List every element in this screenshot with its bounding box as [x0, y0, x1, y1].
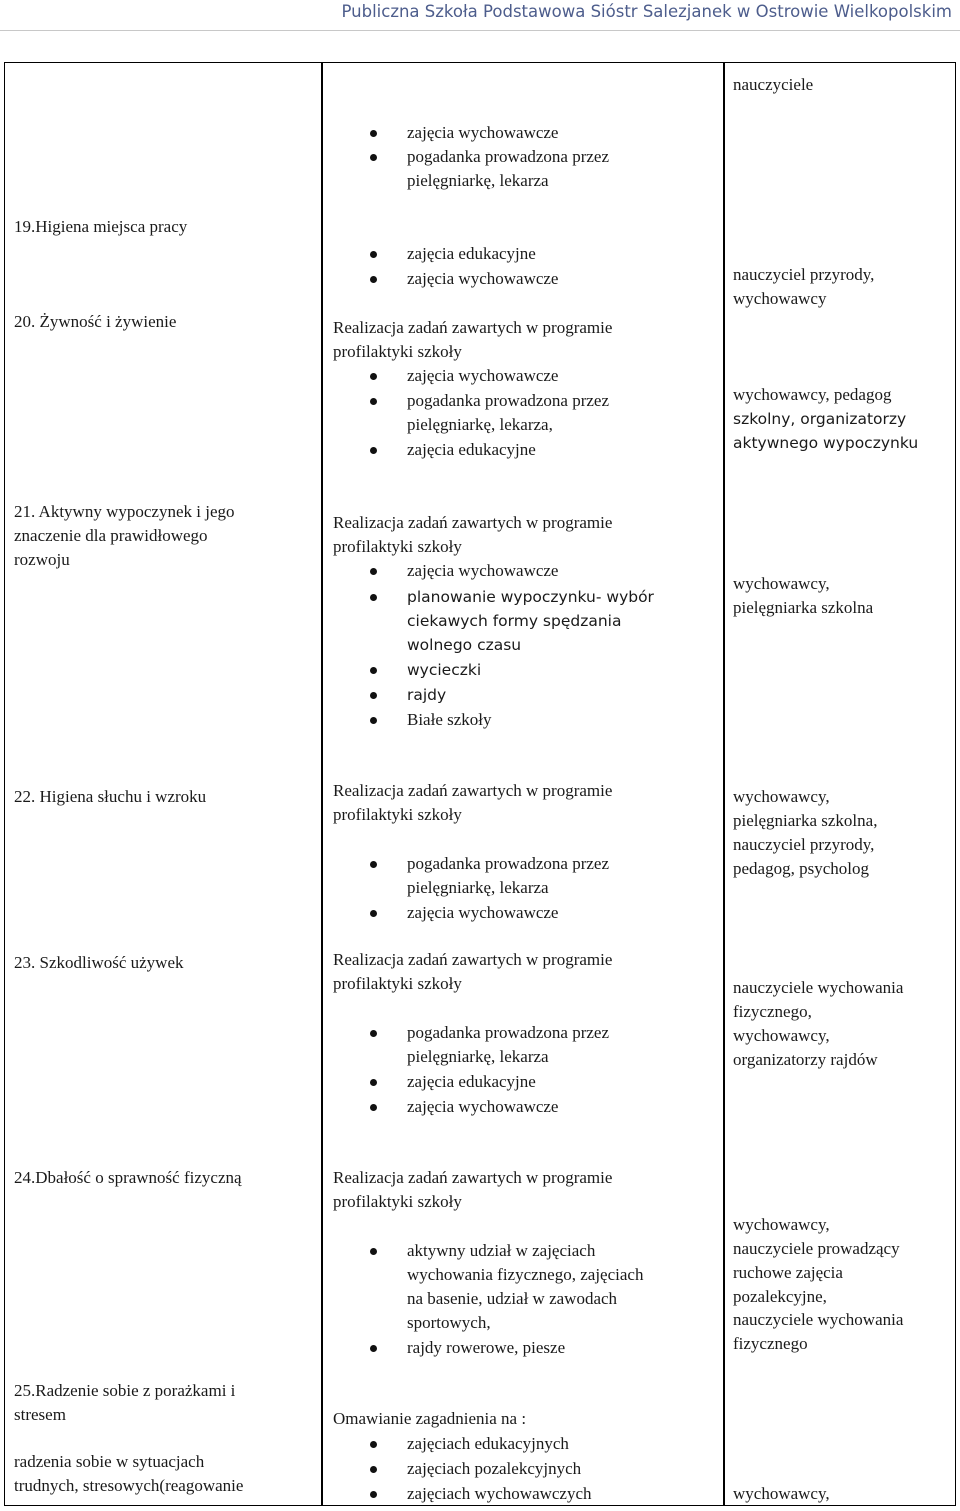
list-item: wycieczki	[407, 661, 482, 679]
bullet-icon	[370, 154, 377, 161]
staff-text: pozalekcyjne,	[733, 1287, 827, 1306]
list-item: rajdy rowerowe, piesze	[407, 1338, 566, 1357]
staff-text: szkolny, organizatorzy	[733, 410, 907, 428]
bullet-icon	[370, 1104, 377, 1111]
staff-text: fizycznego	[733, 1334, 808, 1353]
list-item: zajęcia wychowawcze	[407, 123, 559, 142]
topic-20: 20. Żywność i żywienie	[14, 312, 177, 331]
list-item: pogadanka prowadzona przez	[407, 1023, 610, 1042]
topic-21: znaczenie dla prawidłowego	[14, 526, 208, 545]
topic-19: 19.Higiena miejsca pracy	[14, 217, 188, 236]
topic-21: 21. Aktywny wypoczynek i jego	[14, 502, 235, 521]
list-item: wychowania fizycznego, zajęciach	[407, 1265, 644, 1284]
intro-text: profilaktyki szkoły	[333, 805, 462, 824]
staff-text: aktywnego wypoczynku	[733, 434, 919, 452]
staff-text: fizycznego,	[733, 1002, 812, 1021]
staff-text: wychowawcy,	[733, 1026, 830, 1045]
bullet-icon	[370, 251, 377, 258]
list-item: Białe szkoły	[407, 710, 492, 729]
staff-text: pielęgniarka szkolna	[733, 598, 874, 617]
topic-25-detail: trudnych, stresowych(reagowanie	[14, 1476, 244, 1495]
staff-text: pedagog, psycholog	[733, 859, 869, 878]
staff-text: nauczyciele	[733, 75, 814, 94]
intro-text: Omawianie zagadnienia na :	[333, 1409, 527, 1428]
bullet-icon	[370, 373, 377, 380]
staff-text: wychowawcy, pedagog	[733, 385, 892, 404]
bullet-icon	[370, 1345, 377, 1352]
bullet-icon	[370, 568, 377, 575]
list-item: zajęciach pozalekcyjnych	[407, 1459, 582, 1478]
list-item: sportowych,	[407, 1313, 491, 1332]
bullet-icon	[370, 398, 377, 405]
list-item: na basenie, udział w zawodach	[407, 1289, 618, 1308]
list-item: zajęciach wychowawczych	[407, 1484, 592, 1503]
staff-text: nauczyciel przyrody,	[733, 835, 875, 854]
list-item: wolnego czasu	[407, 636, 522, 654]
bullet-icon	[370, 1079, 377, 1086]
topic-25-detail: radzenia sobie w sytuacjach	[14, 1452, 205, 1471]
list-item: rajdy	[407, 686, 447, 704]
list-item: zajęcia wychowawcze	[407, 269, 559, 288]
intro-text: profilaktyki szkoły	[333, 974, 462, 993]
list-item: planowanie wypoczynku- wybór	[407, 588, 654, 606]
bullet-icon	[370, 1248, 377, 1255]
bullet-icon	[370, 1491, 377, 1498]
list-item: pielęgniarkę, lekarza	[407, 1047, 549, 1066]
bullet-icon	[370, 692, 377, 699]
bullet-icon	[370, 276, 377, 283]
list-item: zajęciach edukacyjnych	[407, 1434, 569, 1453]
list-item: pielęgniarkę, lekarza	[407, 171, 549, 190]
bullet-icon	[370, 447, 377, 454]
list-item: zajęcia edukacyjne	[407, 1072, 536, 1091]
bullet-icon	[370, 861, 377, 868]
intro-text: Realizacja zadań zawartych w programie	[333, 318, 613, 337]
topic-25: stresem	[14, 1405, 66, 1424]
list-item: pielęgniarkę, lekarza	[407, 878, 549, 897]
list-item: ciekawych formy spędzania	[407, 612, 622, 630]
intro-text: profilaktyki szkoły	[333, 342, 462, 361]
staff-text: wychowawcy,	[733, 1484, 830, 1503]
bullet-icon	[370, 667, 377, 674]
intro-text: Realizacja zadań zawartych w programie	[333, 950, 613, 969]
bullet-icon	[370, 717, 377, 724]
staff-text: nauczyciele wychowania	[733, 1310, 904, 1329]
topic-23: 23. Szkodliwość używek	[14, 953, 184, 972]
header-divider	[0, 30, 960, 31]
staff-text: pielęgniarka szkolna,	[733, 811, 878, 830]
topic-22: 22. Higiena słuchu i wzroku	[14, 787, 207, 806]
list-item: zajęcia wychowawcze	[407, 1097, 559, 1116]
staff-text: wychowawcy,	[733, 1215, 830, 1234]
staff-text: nauczyciele prowadzący	[733, 1239, 900, 1258]
list-item: zajęcia wychowawcze	[407, 903, 559, 922]
staff-text: organizatorzy rajdów	[733, 1050, 878, 1069]
staff-text: nauczyciel przyrody,	[733, 265, 875, 284]
topic-24: 24.Dbałość o sprawność fizyczną	[14, 1168, 242, 1187]
topic-25: 25.Radzenie sobie z porażkami i	[14, 1381, 236, 1400]
intro-text: Realizacja zadań zawartych w programie	[333, 513, 613, 532]
list-item: aktywny udział w zajęciach	[407, 1241, 596, 1260]
list-item: zajęcia edukacyjne	[407, 440, 536, 459]
bullet-icon	[370, 910, 377, 917]
list-item: zajęcia wychowawcze	[407, 366, 559, 385]
column-divider-2	[723, 62, 725, 1506]
intro-text: profilaktyki szkoły	[333, 1192, 462, 1211]
intro-text: Realizacja zadań zawartych w programie	[333, 781, 613, 800]
page-header: Publiczna Szkoła Podstawowa Sióstr Salezjanek w Ostrowie Wielkopolskim	[341, 2, 952, 21]
list-item: pogadanka prowadzona przez	[407, 854, 610, 873]
staff-text: nauczyciele wychowania	[733, 978, 904, 997]
list-item: zajęcia wychowawcze	[407, 561, 559, 580]
column-divider-1	[321, 62, 323, 1506]
bullet-icon	[370, 1441, 377, 1448]
list-item: pogadanka prowadzona przez	[407, 391, 610, 410]
list-item: pogadanka prowadzona przez	[407, 147, 610, 166]
intro-text: profilaktyki szkoły	[333, 537, 462, 556]
list-item: pielęgniarkę, lekarza,	[407, 415, 553, 434]
intro-text: Realizacja zadań zawartych w programie	[333, 1168, 613, 1187]
topic-21: rozwoju	[14, 550, 70, 569]
staff-text: wychowawcy,	[733, 574, 830, 593]
bullet-icon	[370, 1030, 377, 1037]
staff-text: ruchowe zajęcia	[733, 1263, 843, 1282]
bullet-icon	[370, 594, 377, 601]
staff-text: wychowawcy,	[733, 787, 830, 806]
bullet-icon	[370, 130, 377, 137]
list-item: zajęcia edukacyjne	[407, 244, 536, 263]
bullet-icon	[370, 1466, 377, 1473]
staff-text: wychowawcy	[733, 289, 827, 308]
